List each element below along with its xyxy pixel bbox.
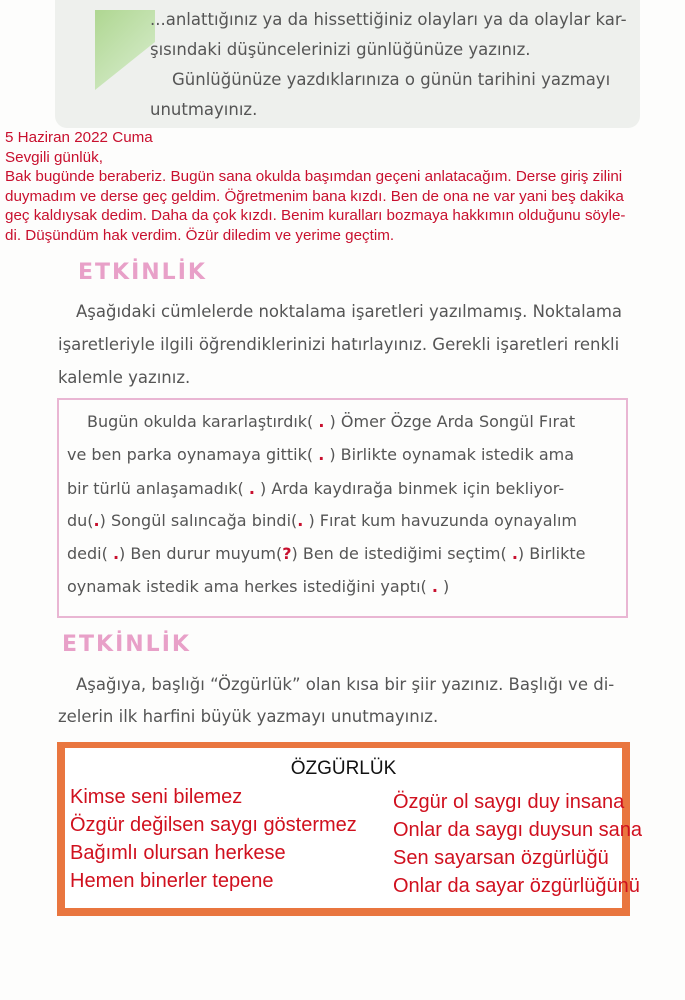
exercise-text: ) Ben durur muyum(: [119, 544, 283, 563]
punctuation-mark: .: [511, 544, 518, 563]
poem-line: Hemen binerler tepene: [70, 870, 274, 892]
poem-line: Sen sayarsan özgürlüğü: [393, 847, 609, 869]
green-corner-decoration: [95, 10, 155, 90]
exercise-line: [67, 544, 586, 563]
exercise-line: [67, 445, 574, 464]
punctuation-mark: .: [297, 511, 304, 530]
exercise-text: ) Arda kaydırağa binmek için bekliyor-: [254, 479, 565, 498]
poem-line: Özgür ol saygı duy insana: [393, 791, 625, 813]
activity-heading: ETKİNLİK: [78, 260, 207, 285]
exercise-text: dedi(: [67, 544, 113, 563]
poem-line: Onlar da sayar özgürlüğünü: [393, 875, 640, 897]
instruction-line: ...anlattığınız ya da hissettiğiniz olayları ya da olaylar kar-: [150, 10, 627, 29]
exercise-text: ) Fırat kum havuzunda oynayalım: [303, 511, 577, 530]
exercise-text: ve ben parka oynamaya gittik(: [67, 445, 319, 464]
punctuation-mark: .: [318, 412, 325, 431]
exercise-text: du(: [67, 511, 94, 530]
exercise-text: ) Ben de istediğimi seçtim(: [291, 544, 512, 563]
punctuation-mark: .: [248, 479, 255, 498]
poem-line: Onlar da saygı duysun sana: [393, 819, 643, 841]
poem-area: [65, 748, 643, 908]
diary-line: duymadım ve derse geç geldim. Öğretmenim bana kızdı. Ben de ona ne var yani beş dakika: [5, 187, 624, 205]
diary-line: geç kaldıysak dedim. Daha da çok kızdı. Benim kuralları bozmaya hakkımın olduğunu söyle-: [5, 207, 626, 224]
poem-line: Özgür değilsen saygı göstermez: [70, 814, 357, 836]
exercise-text: ) Ömer Özge Arda Songül Fırat: [324, 412, 576, 431]
punctuation-mark: .: [431, 577, 438, 596]
poem-title: ÖZGÜRLÜK: [290, 758, 397, 779]
poem-right-column: [393, 788, 642, 900]
punctuation-mark: .: [112, 544, 120, 563]
activity-instruction: zelerin ilk harfini büyük yazmayı unutmayınız.: [58, 707, 439, 726]
exercise-line: [67, 511, 577, 530]
exercise-line: [67, 479, 564, 498]
punctuation-mark: .: [318, 445, 325, 464]
punctuation-exercise-box: [57, 398, 628, 618]
instruction-line: Günlüğünüze yazdıklarınıza o günün tarihini yazmayı: [172, 70, 611, 89]
exercise-text: ) Birlikte: [517, 544, 586, 563]
exercise-text: oynamak istedik ama herkes istediğini yaptı(: [67, 577, 432, 596]
punctuation-mark: .: [93, 511, 100, 530]
exercise-text: ) Birlikte oynamak istedik ama: [324, 445, 575, 464]
exercise-line: [67, 577, 449, 596]
poem-line: Bağımlı olursan herkese: [70, 842, 286, 864]
punctuation-mark: ?: [282, 544, 292, 563]
instruction-line: şısındaki düşüncelerinizi günlüğünüze yazınız.: [150, 40, 531, 59]
activity-heading: ETKİNLİK: [62, 632, 191, 657]
exercise-text: ): [437, 577, 450, 596]
diary-line: Bak bugünde beraberiz. Bugün sana okulda başımdan geçeni anlatacağım. Derse giriş zilini: [5, 168, 623, 185]
diary-entry: [5, 128, 625, 245]
poem-box: [57, 742, 643, 916]
exercise-text: Bugün okulda kararlaştırdık(: [87, 412, 319, 431]
activity-instruction: Aşağıya, başlığı “Özgürlük” olan kısa bir şiir yazınız. Başlığı ve di-: [76, 675, 615, 694]
exercise-line: [87, 412, 575, 431]
poem-line: Kimse seni bilemez: [70, 786, 243, 808]
activity-instruction: kalemle yazınız.: [58, 368, 191, 387]
diary-greeting: Sevgili günlük,: [5, 148, 103, 166]
activity-instruction: Aşağıdaki cümlelerde noktalama işaretleri yazılmamış. Noktalama: [76, 302, 623, 321]
diary-line: di. Düşündüm hak verdim. Özür diledim ve yerime geçtim.: [5, 226, 395, 244]
exercise-text: bir türlü anlaşamadık(: [67, 479, 249, 498]
exercise-text: ) Songül salıncağa bindi(: [99, 511, 298, 530]
poem-left-column: [70, 783, 357, 895]
diary-date: 5 Haziran 2022 Cuma: [5, 129, 153, 146]
instruction-line: unutmayınız.: [150, 100, 258, 119]
activity-instruction: işaretleriyle ilgili öğrendiklerinizi hatırlayınız. Gerekli işaretleri renkli: [58, 335, 620, 354]
